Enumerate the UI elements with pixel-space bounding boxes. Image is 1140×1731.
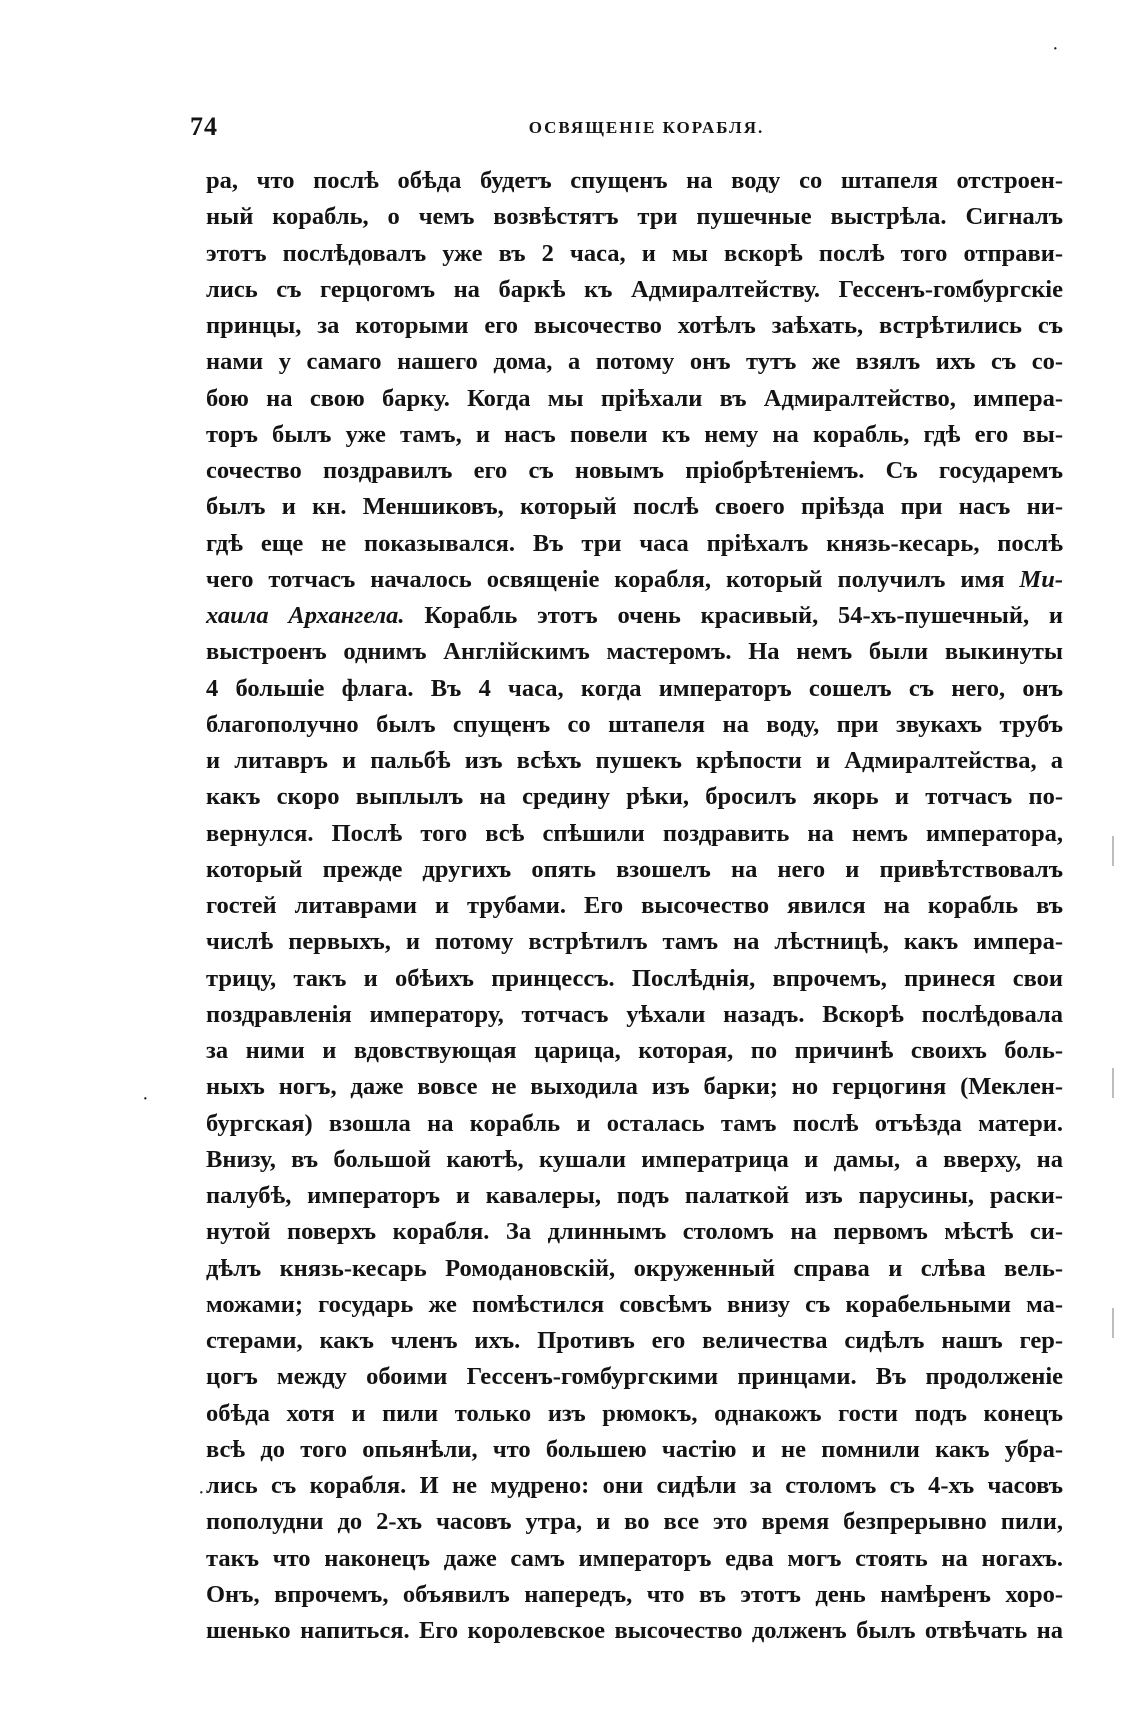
- text-line: числѣ первыхъ, и потому встрѣтилъ тамъ на лѣстницѣ, какъ импера-: [206, 928, 1063, 956]
- text-line: поздравленія императору, тотчасъ уѣхали назадъ. Вскорѣ послѣдовала: [206, 1000, 1063, 1028]
- text-line: ныхъ ногъ, даже вовсе не выходила изъ барки; но герцогиня (Меклен-: [206, 1073, 1063, 1101]
- text-line: стерами, какъ членъ ихъ. Противъ его величества сидѣлъ нашъ гер-: [206, 1327, 1063, 1354]
- text-line: лись съ корабля. И не мудрено: они сидѣли за столомъ съ 4-хъ часовъ: [206, 1472, 1063, 1499]
- margin-mark: ·: [142, 1088, 149, 1110]
- page-header: [190, 112, 1063, 148]
- text-line: выстроенъ однимъ Англійскимъ мастеромъ. На немъ были выкинуты: [206, 638, 1063, 666]
- text-line: Внизу, въ большой каютѣ, кушали императрица и дамы, а вверху, на: [206, 1145, 1063, 1173]
- page-number: 74: [190, 112, 218, 141]
- text-line: хаила Архангела. Корабль этотъ очень красивый, 54-хъ-пушечный, и: [206, 602, 1064, 629]
- text-line: гостей литаврами и трубами. Его высочество явился на корабль въ: [206, 892, 1063, 919]
- italic-name: Ми-: [1019, 565, 1063, 593]
- text-line: палубѣ, императоръ и кавалеры, подъ палаткой изъ парусины, раски-: [206, 1182, 1063, 1209]
- text-line: нутой поверхъ корабля. За длиннымъ столомъ на первомъ мѣстѣ си-: [206, 1218, 1063, 1246]
- text-line: дѣлъ князь-кесарь Ромодановскій, окруженный справа и слѣва вель-: [206, 1254, 1063, 1282]
- text-line: сочество поздравилъ его съ новымъ пріобрѣтеніемъ. Съ государемъ: [206, 457, 1063, 484]
- italic-name: хаила Архангела.: [206, 602, 405, 629]
- text-line: цогъ между обоими Гессенъ-гомбургскими принцами. Въ продолженіе: [206, 1363, 1063, 1391]
- text-line: такъ что наконецъ даже самъ императоръ едва могъ стоять на ногахъ.: [206, 1544, 1063, 1572]
- text-line: какъ скоро выплылъ на средину рѣки, бросилъ якорь и тотчасъ по-: [206, 783, 1063, 811]
- text-line: трицу, такъ и обѣихъ принцессъ. Послѣднія, впрочемъ, принеся свои: [206, 964, 1063, 992]
- text-line: 4 большіе флага. Въ 4 часа, когда императоръ сошелъ съ него, онъ: [206, 674, 1063, 702]
- text-line: гдѣ еще не показывался. Въ три часа пріѣхалъ князь-кесарь, послѣ: [206, 529, 1063, 557]
- text-line: всѣ до того опьянѣли, что большею частію и не помнили какъ убра-: [206, 1435, 1063, 1463]
- edge-mark: [1112, 1068, 1114, 1098]
- text-line: нами у самаго нашего дома, а потому онъ тутъ же взялъ ихъ съ со-: [206, 348, 1063, 376]
- edge-mark: [1112, 836, 1114, 866]
- text-line: ра, что послѣ обѣда будетъ спущенъ на воду со штапеля отстроен-: [206, 167, 1063, 194]
- text-line: шенько напиться. Его королевское высочество долженъ былъ отвѣчать на: [206, 1617, 1063, 1644]
- text-line: чего тотчасъ началось освященіе корабля, который получилъ имя Ми-: [206, 565, 1063, 593]
- text-line: благополучно былъ спущенъ со штапеля на воду, при звукахъ трубъ: [206, 710, 1063, 738]
- text-line: Онъ, впрочемъ, объявилъ напередъ, что въ этотъ день намѣренъ хоро-: [206, 1580, 1063, 1608]
- text-line: торъ былъ уже тамъ, и насъ повели къ нему на корабль, гдѣ его вы-: [206, 420, 1063, 448]
- text-line: лись съ герцогомъ на баркѣ къ Адмиралтейству. Гессенъ-гомбургскіе: [206, 275, 1063, 303]
- running-title: ОСВЯЩЕНІЕ КОРАБЛЯ.: [528, 118, 765, 137]
- text-line: бою на свою барку. Когда мы пріѣхали въ Адмиралтейство, импера-: [206, 384, 1063, 412]
- text-line: вернулся. Послѣ того всѣ спѣшили поздравить на немъ императора,: [206, 819, 1063, 847]
- text-line: за ними и вдовствующая царица, которая, по причинѣ своихъ боль-: [206, 1037, 1063, 1064]
- body-text: [206, 163, 1063, 1649]
- text-line: бургская) взошла на корабль и осталась тамъ послѣ отъѣзда матери.: [206, 1109, 1063, 1137]
- margin-mark: ·: [1052, 38, 1059, 60]
- text-line: пополудни до 2-хъ часовъ утра, и во все это время безпрерывно пили,: [206, 1508, 1063, 1536]
- margin-mark: ·: [198, 1482, 205, 1504]
- text-line: этотъ послѣдовалъ уже въ 2 часа, и мы вскорѣ послѣ того отправи-: [206, 239, 1063, 267]
- text-line: и литавръ и пальбѣ изъ всѣхъ пушекъ крѣпости и Адмиралтейства, а: [206, 747, 1063, 774]
- text-line: обѣда хотя и пили только изъ рюмокъ, однакожъ гости подъ конецъ: [206, 1399, 1063, 1427]
- edge-mark: [1112, 1308, 1114, 1338]
- text-line: былъ и кн. Меншиковъ, который послѣ своего пріѣзда при насъ ни-: [206, 493, 1063, 521]
- text-line: ный корабль, о чемъ возвѣстятъ три пушечные выстрѣла. Сигналъ: [206, 203, 1063, 231]
- text-line: который прежде другихъ опять взошелъ на него и привѣтствовалъ: [206, 855, 1063, 883]
- text-line: принцы, за которыми его высочество хотѣлъ заѣхать, встрѣтились съ: [206, 312, 1063, 339]
- text-line: можами; государь же помѣстился совсѣмъ внизу съ корабельными ма-: [206, 1290, 1063, 1318]
